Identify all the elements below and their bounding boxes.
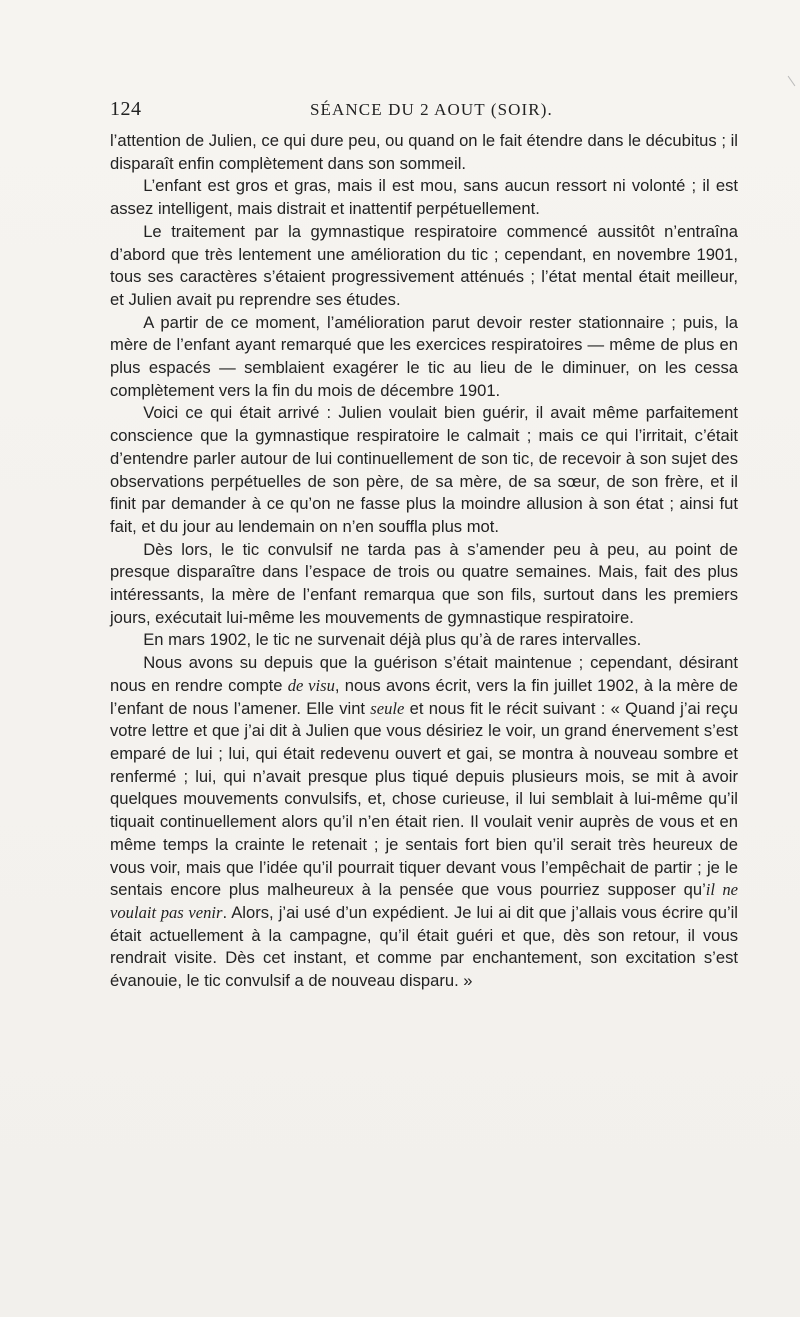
paragraph-5: Voici ce qui était arrivé : Julien voulait bien guérir, il avait même parfaitement conscience que la gymnastique respiratoire le calmait ; mais ce qui l’irritait, c’était d’entendre parler autour de lui continuellement de son tic, de recevoir à son sujet des observations perpétuelles de son père, de sa mère, de sa sœur, de son frère, et il finit par demander à ce qu’on ne fasse plus la moindre allusion à son état ; ainsi fut fait, et du jour au lendemain on n’en souffla plus mot. xyxy=(110,403,738,536)
page-number: 124 xyxy=(110,98,142,120)
paragraph-3: Le traitement par la gymnastique respiratoire commencé aussitôt n’entraîna d’abord que très lentement une amélioration du tic ; cependant, en novembre 1901, tous ses caractères s’étaient progressivement atténués ; l’état mental était meilleur, et Julien avait pu reprendre ses études. xyxy=(110,221,738,309)
paragraph-8-italic-de-visu: de visu xyxy=(287,675,335,695)
paragraph-8-part-g: . Alors, j’ai usé d’un expédient. Je lui ai dit que j’allais vous écrire qu’il était actuellement à la campagne, qu’il était guéri et que, dès son retour, il vous rendrait visite. Dès cet instant, et comme par enchantement, son excitation s’est évanouie, le tic convulsif a de nouveau disparu. » xyxy=(110,902,738,991)
paragraph-8 xyxy=(110,652,738,993)
scan-mark xyxy=(788,76,796,86)
paragraph-8-part-e: et nous fit le récit suivant : « Quand j’ai reçu votre lettre et que j’ai dit à Julien que vous désiriez le voir, un grand énervement s’est emparé de lui ; lui, qui était redevenu ouvert et gai, se montra à nouveau sombre et renfermé ; lui, qui n’avait presque plus tiqué depuis plusieurs mois, se mit à avoir quelques mouvements convulsifs, et, chose curieuse, il lui semblait à lui-même qu’il tiquait continuellement alors qu’il n’en était rien. Il voulait venir auprès de vous et en même temps la crainte le retenait ; je sentais fort bien qu’il serait très heureux de vous voir, mais que l’idée qu’il pourrait tiquer devant vous l’empêchait de partir ; je le sentais encore plus malheureux à la pensée que vous pourriez supposer qu’ xyxy=(110,698,738,900)
paragraph-8-part-c: , nous avons écrit, vers la fin juillet 1902, à la mère de l’enfant de nous l’amener. Elle vint xyxy=(110,675,738,718)
paragraph-6: Dès lors, le tic convulsif ne tarda pas à s’amender peu à peu, au point de presque disparaître dans l’espace de trois ou quatre semaines. Mais, fait des plus intéressants, la mère de l’enfant remarqua que son fils, surtout dans les premiers jours, exécutait lui-même les mouvements de gymnastique respiratoire. xyxy=(110,539,738,627)
paragraph-1: l’attention de Julien, ce qui dure peu, ou quand on le fait étendre dans le décubitus ; il disparaît enfin complètement dans son sommeil. xyxy=(110,131,738,173)
paragraph-8-italic-quote: il ne voulait pas venir xyxy=(110,880,739,922)
body-text xyxy=(110,130,738,993)
paragraph-4: A partir de ce moment, l’amélioration parut devoir rester stationnaire ; puis, la mère de l’enfant ayant remarqué que les exercices respiratoires — même de plus en plus espacés — semblaient exagérer le tic au lieu de le diminuer, on les cessa complètement vers la fin du mois de décembre 1901. xyxy=(110,312,738,400)
running-head: SÉANCE DU 2 AOUT (SOIR). xyxy=(310,100,553,119)
paragraph-7: En mars 1902, le tic ne survenait déjà plus qu’à de rares intervalles. xyxy=(143,630,642,650)
paragraph-8-italic-seule: seule xyxy=(370,698,405,718)
paragraph-8-part-a: Nous avons su depuis que la guérison s’était maintenue ; cependant, désirant nous en rendre compte xyxy=(110,653,738,695)
page-header xyxy=(110,98,740,128)
paragraph-2: L’enfant est gros et gras, mais il est mou, sans aucun ressort ni volonté ; il est assez intelligent, mais distrait et inattentif perpétuellement. xyxy=(110,176,738,219)
